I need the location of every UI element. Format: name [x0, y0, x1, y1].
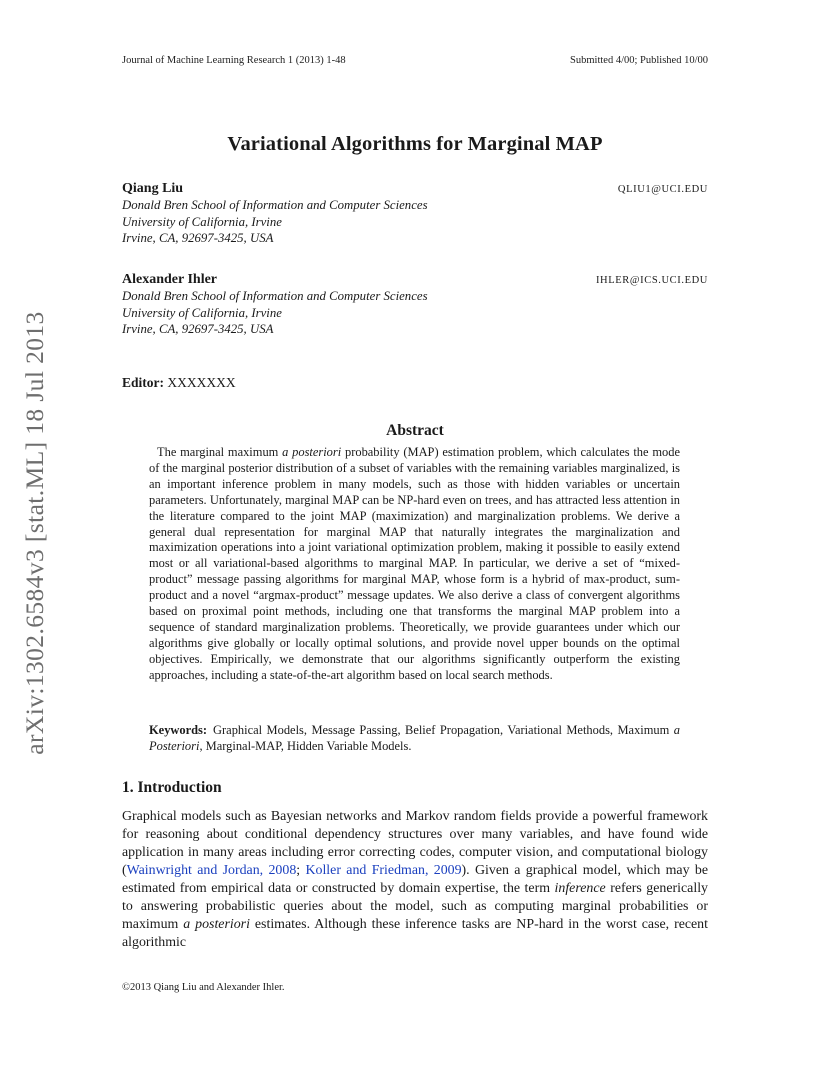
editor-value: XXXXXXX — [167, 375, 236, 390]
author-name: Alexander Ihler — [122, 272, 218, 287]
intro-text-part: Graphical models such as Bayesian networks and Markov random fields provide a powerful framework for reasoning about conditional dependency structures over many variables, and have found wide application in many areas including error correcting codes, computer vision, and computational biology ( — [122, 809, 708, 878]
abstract-text-part: The marginal maximum — [157, 445, 283, 459]
citation-link[interactable]: Koller and Friedman, 2009 — [305, 863, 462, 878]
keywords — [149, 723, 680, 755]
keywords-text: , Marginal-MAP, Hidden Variable Models. — [199, 738, 412, 753]
keywords-emphasis: a Posteriori — [149, 723, 680, 753]
intro-text-part: estimates. Although these inference tasks are NP-hard in the worst case, recent algorithmic — [122, 917, 708, 950]
author-name: Qiang Liu — [122, 181, 184, 196]
author-email: IHLER@ICS.UCI.EDU — [595, 275, 708, 286]
citation-year: 2008 — [268, 863, 297, 878]
section-heading-introduction: 1. Introduction — [122, 779, 222, 796]
editor-line — [122, 375, 236, 391]
arxiv-identifier — [18, 298, 52, 768]
intro-emphasis: inference — [554, 881, 606, 896]
arxiv-identifier-text: arXiv:1302.6584v3 [stat.ML] 18 Jul 2013 — [20, 311, 49, 755]
introduction-text: Graphical models such as Bayesian networks and Markov random fields provide a powerful framework for reasoning about conditional dependency structures over many variables, and have found wide application in many areas including error correcting codes, computer vision, and computational biology (Wainwright and Jordan, 2008; Koller and Friedman, 2009). Given a graphical model, which may be estimated from empirical data or constructed by domain expertise, the term inference refers generically to answering probabilistic queries about the model, such as computing marginal probabilities or maximum a posteriori estimates. Although these inference tasks are NP-hard in the worst case, recent algorithmic — [122, 809, 709, 950]
keywords-label: Keywords: — [149, 723, 208, 737]
author-block-1 — [122, 181, 708, 247]
intro-text-part: refers generically to answering probabilistic queries about the model, such as computing marginal probabilities or maximum — [122, 881, 709, 932]
citation-link[interactable]: Wainwright and Jordan, 2008 — [126, 863, 297, 878]
author-address: Irvine, CA, 92697-3425, USA — [122, 231, 274, 245]
abstract-text — [149, 445, 680, 684]
author-affiliation: Donald Bren School of Information and Computer Sciences — [122, 289, 428, 303]
intro-text-part: Given a graphical model, which may be estimated from empirical data or constructed by domain expertise, the term — [122, 863, 708, 896]
author-affiliation: Donald Bren School of Information and Computer Sciences — [122, 198, 428, 212]
running-header — [122, 55, 708, 66]
intro-emphasis: a posteriori — [183, 917, 250, 932]
editor-label: Editor: — [122, 375, 164, 390]
paper-title: Variational Algorithms for Marginal MAP — [227, 133, 603, 155]
keywords-text: Graphical Models, Message Passing, Belief Propagation, Variational Methods, Maximum — [213, 723, 674, 737]
citation-author: Wainwright and Jordan — [126, 863, 260, 878]
abstract-heading: Abstract — [386, 422, 444, 439]
submission-dates: Submitted 4/00; Published 10/00 — [570, 55, 708, 66]
author-university: University of California, Irvine — [122, 214, 282, 229]
abstract-text-part: probability (MAP) estimation problem, which calculates the mode of the marginal posterior distribution of a subset of variables with the remaining variables marginalized, is an important inference problem in many models, such as those with hidden variables or uncertain parameters. Unfortunately, marginal MAP can be NP-hard even on trees, and has attracted less attention in the literature compared to the joint MAP (maximization) and marginalization problems. We derive a general dual representation for marginal MAP that naturally integrates the marginalization and maximization operations into a joint variational optimization problem, making it possible to easily extend most or all variational-based algorithms to marginal MAP. In particular, we derive a set of “mixed-product” message passing algorithms for marginal MAP, whose form is a hybrid of max-product, sum-product and a novel “argmax-product” message updates. We also derive a class of convergent algorithms based on proximal point methods, including one that transforms the marginal MAP problem into a sequence of standard marginalization problems. Theoretically, we provide guarantees under which our algorithms give globally or locally optimal solutions, and provide novel upper bounds on the optimal objectives. Empirically, we demonstrate that our algorithms significantly outperform the existing approaches, including a state-of-the-art algorithm based on local search methods. — [149, 445, 680, 682]
author-block-2 — [122, 272, 708, 338]
citation-year: 2009 — [433, 863, 462, 878]
abstract-emphasis: a posteriori — [282, 445, 342, 459]
citation-author: Koller and Friedman — [305, 863, 425, 878]
author-university: University of California, Irvine — [122, 305, 282, 320]
author-email: QLIU1@UCI.EDU — [617, 184, 708, 195]
author-address: Irvine, CA, 92697-3425, USA — [122, 322, 274, 336]
copyright-footer: ©2013 Qiang Liu and Alexander Ihler. — [122, 982, 285, 993]
journal-info: Journal of Machine Learning Research 1 (2013) 1-48 — [122, 55, 346, 66]
